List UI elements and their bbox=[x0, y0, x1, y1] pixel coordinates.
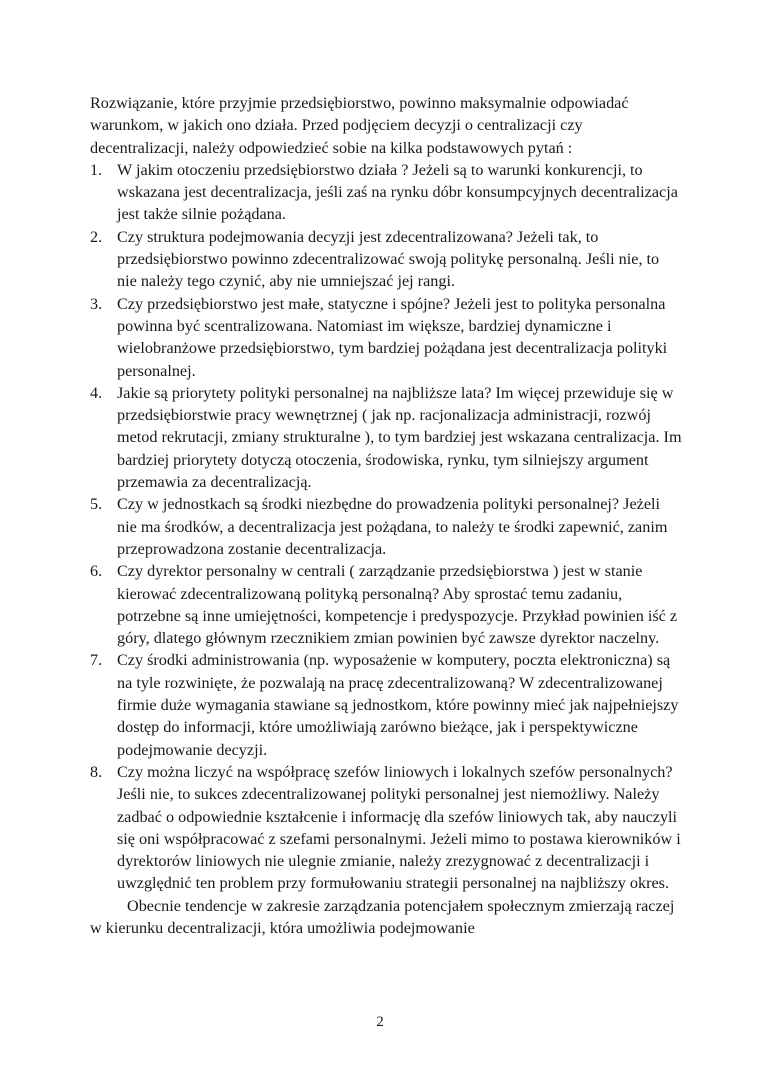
list-item bbox=[90, 226, 682, 293]
list-item-text: Czy dyrektor personalny w centrali ( zarządzanie przedsiębiorstwa ) jest w stanie kierować zdecentralizowaną polityką personalną? Aby sprostać temu zadaniu, potrzebne są inne umiejętności, kompetencje i predyspozycje. Przykład powinien iść z góry, dlatego głównym rzecznikiem zmian powinien być zawsze dyrektor naczelny. bbox=[117, 562, 678, 648]
list-item bbox=[90, 293, 682, 382]
list-item bbox=[90, 382, 682, 493]
list-item-text: Jakie są priorytety polityki personalnej na najbliższe lata? Im więcej przewiduje się w przedsiębiorstwie pracy wewnętrznej ( jak np. racjonalizacja administracji, rozwój metod rekrutacji, zmiany strukturalne ), to tym bardziej jest wskazana centralizacja. Im bardziej priorytety dotyczą otoczenia, środowiska, rynku, tym silniejszy argument przemawia za decentralizacją. bbox=[117, 383, 682, 492]
list-item bbox=[90, 649, 682, 760]
list-item-number: 5. bbox=[90, 495, 103, 514]
list-item bbox=[90, 761, 682, 895]
list-item-text: Czy przedsiębiorstwo jest małe, statyczne i spójne? Jeżeli jest to polityka personalna powinna być scentralizowana. Natomiast im większe, bardziej dynamiczne i wielobranżowe przedsiębiorstwo, tym bardziej pożądana jest decentralizacja polityki personalnej. bbox=[117, 294, 668, 380]
list-item-text: Czy środki administrowania (np. wyposażenie w komputery, poczta elektroniczna) są na tyle rozwinięte, że pozwalają na pracę zdecentralizowaną? W zdecentralizowanej firmie duże wymagania stawiane są jednostkom, które powinny mieć jak najpełniejszy dostęp do informacji, które umożliwiają zarówno bieżące, jak i perspektywiczne podejmowanie decyzji. bbox=[117, 651, 679, 759]
list-item-text: Czy struktura podejmowania decyzji jest zdecentralizowana? Jeżeli tak, to przedsiębiorstwo powinno zdecentralizować swoją politykę personalną. Jeśli nie, to nie należy tego czynić, aby nie umniejszać jej rangi. bbox=[117, 227, 660, 291]
list-item-number: 4. bbox=[90, 383, 103, 402]
list-item bbox=[90, 159, 682, 226]
list-item-number: 3. bbox=[90, 294, 103, 313]
list-item-text: Czy można liczyć na współpracę szefów liniowych i lokalnych szefów personalnych? Jeśli nie, to sukces zdecentralizowanej polityki personalnej jest niemożliwy. Należy zadbać o odpowiednie kształcenie i informację dla szefów liniowych tak, aby nauczyli się oni współpracować z szefami personalnymi. Jeżeli mimo to postawa kierowników i dyrektorów liniowych nie ulegnie zmianie, należy zrezygnować z decentralizacji i uwzględnić ten problem przy formułowaniu strategii personalnej na najbliższy okres. bbox=[117, 762, 681, 893]
list-item-text: W jakim otoczeniu przedsiębiorstwo działa ? Jeżeli są to warunki konkurencji, to wskazana jest decentralizacja, jeśli zaś na rynku dóbr konsumpcyjnych decentralizacja jest także silnie pożądana. bbox=[117, 160, 678, 224]
closing-paragraph: Obecnie tendencje w zakresie zarządzania potencjałem społecznym zmierzają raczej w kierunku decentralizacji, która umożliwia podejmowanie bbox=[90, 896, 675, 937]
intro-paragraph: Rozwiązanie, które przyjmie przedsiębiorstwo, powinno maksymalnie odpowiadać warunkom, w jakich ono działa. Przed podjęciem decyzji o centralizacji czy decentralizacji, należy odpowiedzieć sobie na kilka podstawowych pytań : bbox=[90, 94, 629, 157]
page-number: 2 bbox=[376, 1014, 384, 1030]
list-item-number: 7. bbox=[90, 651, 103, 670]
list-item bbox=[90, 560, 682, 649]
list-item-number: 8. bbox=[90, 762, 103, 781]
list-item-number: 1. bbox=[90, 160, 103, 179]
list-item-number: 2. bbox=[90, 227, 103, 246]
list-item-text: Czy w jednostkach są środki niezbędne do prowadzenia polityki personalnej? Jeżeli nie ma środków, a decentralizacja jest pożądana, to należy te środki zapewnić, zanim przeprowadzona zostanie decentralizacja. bbox=[117, 495, 668, 558]
list-item bbox=[90, 493, 682, 560]
list-item-number: 6. bbox=[90, 562, 103, 581]
document-body bbox=[90, 92, 682, 939]
questions-list bbox=[90, 159, 682, 895]
